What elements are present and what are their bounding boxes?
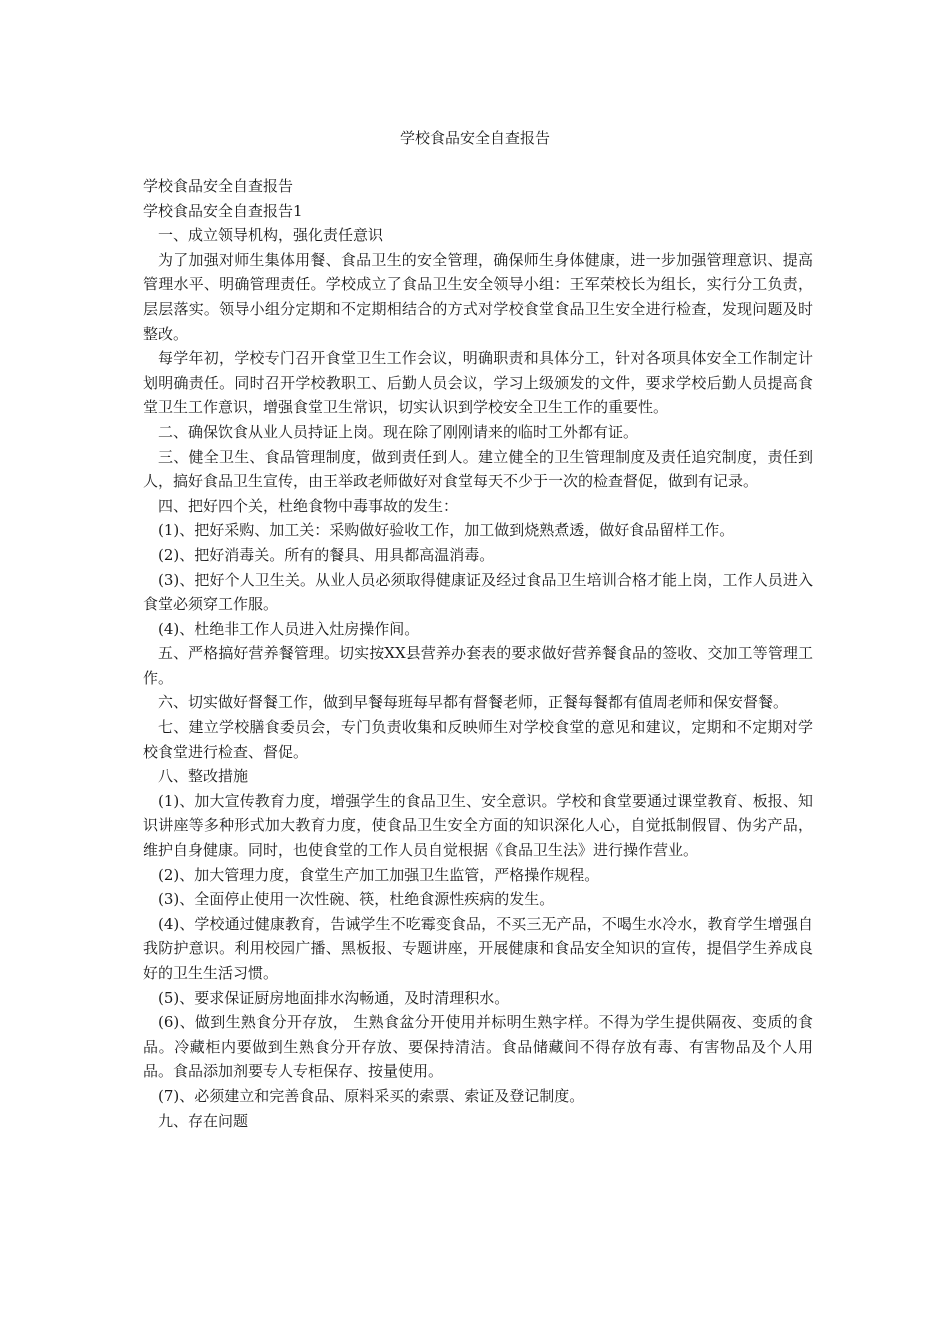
body-paragraph: 四、把好四个关，杜绝食物中毒事故的发生： [158,496,459,515]
body-paragraph: (6)、做到生熟食分开存放， 生熟食盆分开使用并标明生熟字样。不得为学生提供隔夜、变质的食品。冷藏柜内要做到生熟食分开存放、要保持清洁。食品储藏间不得存放有毒、有害物品及个人用品。食品添加剂要专人专柜保存、按量使用。 [143,1013,813,1081]
body-paragraph: (2)、加大管理力度，食堂生产加工加强卫生监管，严格操作规程。 [158,865,600,884]
body-paragraph: 二、确保饮食从业人员持证上岗。现在除了刚刚请来的临时工外都有证。 [158,422,639,441]
body-paragraph: 八、整改措施 [158,767,249,786]
body-paragraph: 学校食品安全自查报告1 [143,201,303,220]
body-paragraph: (4)、学校通过健康教育，告诫学生不吃霉变食品，不买三无产品，不喝生水冷水，教育学生增强自我防护意识。利用校园广播、黑板报、专题讲座，开展健康和食品安全知识的宣传，提倡学生养成良好的卫生生活习惯。 [143,914,813,982]
document-title: 学校食品安全自查报告 [399,129,550,147]
body-paragraph: 六、切实做好督餐工作，做到早餐每班每早都有督餐老师，正餐每餐都有值周老师和保安督餐。 [158,693,789,712]
body-paragraph: 一、成立领导机构，强化责任意识 [158,226,384,245]
body-paragraph: (1)、把好采购、加工关：采购做好验收工作，加工做到烧熟煮透，做好食品留样工作。 [158,521,735,540]
body-paragraph: 每学年初，学校专门召开食堂卫生工作会议，明确职责和具体分工，针对各项具体安全工作制定计划明确责任。同时召开学校教职工、后勤人员会议，学习上级颁发的文件，要求学校后勤人员提高食堂卫生工作意识，增强食堂卫生常识，切实认识到学校安全卫生工作的重要性。 [143,349,813,417]
body-paragraph: (5)、要求保证厨房地面排水沟畅通，及时清理积水。 [158,988,510,1007]
document-body [143,174,813,1133]
body-paragraph: 为了加强对师生集体用餐、食品卫生的安全管理，确保师生身体健康，进一步加强管理意识、提高管理水平、明确管理责任。学校成立了食品卫生安全领导小组：王军荣校长为组长，实行分工负责，层层落实。领导小组分定期和不定期相结合的方式对学校食堂食品卫生安全进行检查，发现问题及时整改。 [143,250,813,343]
body-paragraph: (3)、把好个人卫生关。从业人员必须取得健康证及经过食品卫生培训合格才能上岗，工作人员进入食堂必须穿工作服。 [143,570,813,614]
body-paragraph: 学校食品安全自查报告 [143,177,294,195]
body-paragraph: 九、存在问题 [158,1111,249,1130]
body-paragraph: 五、严格搞好营养餐管理。切实按XX县营养办套表的要求做好营养餐食品的签收、交加工等管理工作。 [143,644,813,687]
body-paragraph: 三、健全卫生、食品管理制度，做到责任到人。建立健全的卫生管理制度及责任追究制度，责任到人，搞好食品卫生宣传，由王举政老师做好对食堂每天不少于一次的检查督促，做到有记录。 [143,447,813,491]
body-paragraph: (7)、必须建立和完善食品、原料采买的索票、索证及登记制度。 [158,1086,585,1105]
body-paragraph: (1)、加大宣传教育力度，增强学生的食品卫生、安全意识。学校和食堂要通过课堂教育、板报、知识讲座等多种形式加大教育力度，使食品卫生安全方面的知识深化人心，自觉抵制假冒、伪劣产品，维护自身健康。同时，也使食堂的工作人员自觉根据《食品卫生法》进行操作营业。 [143,791,813,860]
body-paragraph: (3)、全面停止使用一次性碗、筷，杜绝食源性疾病的发生。 [158,890,555,909]
body-paragraph: (4)、杜绝非工作人员进入灶房操作间。 [158,619,420,638]
body-paragraph: (2)、把好消毒关。所有的餐具、用具都高温消毒。 [158,545,495,564]
body-paragraph: 七、建立学校膳食委员会，专门负责收集和反映师生对学校食堂的意见和建议，定期和不定期对学校食堂进行检查、督促。 [143,718,813,761]
